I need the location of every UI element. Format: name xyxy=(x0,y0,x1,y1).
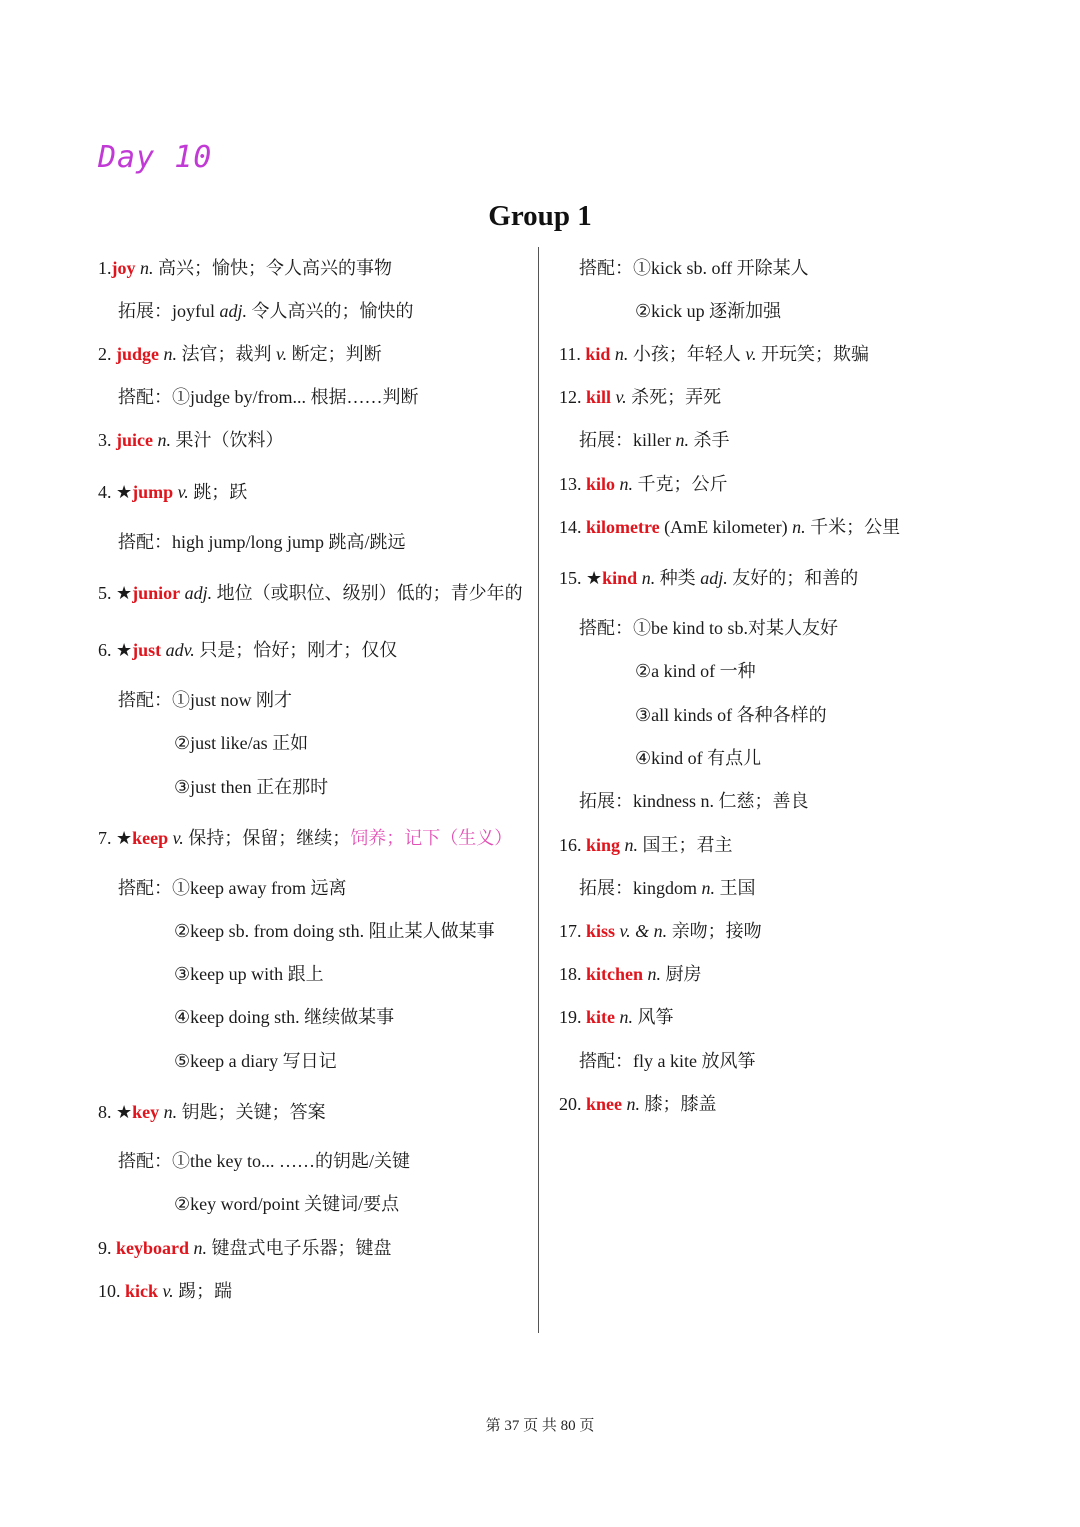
vocab-entry xyxy=(98,480,247,504)
definition: 千克；公斤 xyxy=(633,474,728,494)
definition: 亲吻；接吻 xyxy=(667,921,762,941)
collocation-line xyxy=(174,919,495,943)
vocab-entry xyxy=(559,833,733,857)
headword: just xyxy=(132,640,162,660)
part-of-speech: n. xyxy=(675,430,689,450)
headword: kind xyxy=(602,568,638,588)
definition: 法官；裁判 xyxy=(177,344,277,364)
collocation-line xyxy=(579,1049,755,1073)
part-of-speech: adv. xyxy=(165,640,195,660)
part-of-speech: v. xyxy=(745,344,757,364)
vocab-entry xyxy=(559,962,702,986)
vocab-entry xyxy=(98,1236,392,1260)
definition: 国王；君主 xyxy=(638,835,733,855)
headword: jump xyxy=(132,482,174,502)
definition: 膝；膝盖 xyxy=(640,1094,717,1114)
entry-prefix: 18. xyxy=(559,964,586,984)
definition: 断定；判断 xyxy=(287,344,382,364)
part-of-speech: n. xyxy=(193,1238,208,1258)
entry-prefix: 拓展：joyful xyxy=(118,301,220,321)
entry-prefix: 搭配：fly a kite 放风筝 xyxy=(579,1051,756,1071)
definition: 令人高兴的；愉快的 xyxy=(247,301,414,321)
part-of-speech: adj. xyxy=(700,568,728,588)
entry-prefix: ③all kinds of 各种各样的 xyxy=(635,705,827,725)
entry-prefix: 搭配：①kick sb. off 开除某人 xyxy=(579,258,809,278)
entry-prefix: 搭配：①keep away from 远离 xyxy=(118,878,347,898)
headword: keep xyxy=(132,828,169,848)
part-of-speech: v. & n. xyxy=(619,921,668,941)
entry-prefix: 3. xyxy=(98,430,116,450)
entry-prefix: ②key word/point 关键词/要点 xyxy=(174,1194,400,1214)
entry-prefix: 5. ★ xyxy=(98,583,133,603)
entry-prefix: 15. ★ xyxy=(559,568,603,588)
definition: 风筝 xyxy=(633,1007,674,1027)
headword: kilo xyxy=(586,474,616,494)
headword: king xyxy=(586,835,621,855)
extra-meaning: 饲养；记下（生义） xyxy=(350,828,513,848)
part-of-speech: n. xyxy=(614,344,629,364)
vocab-entry xyxy=(559,919,762,943)
vocab-entry xyxy=(98,1279,232,1303)
vocab-entry xyxy=(559,342,869,366)
vocab-entry xyxy=(98,638,397,662)
vocab-entry xyxy=(98,1100,326,1124)
entry-prefix: ②keep sb. from doing sth. 阻止某人做某事 xyxy=(174,921,495,941)
part-of-speech: n. xyxy=(619,474,634,494)
definition: 杀手 xyxy=(689,430,730,450)
collocation-line xyxy=(118,530,406,554)
collocation-line xyxy=(635,703,827,727)
vocab-entry xyxy=(98,581,523,605)
page-footer: 第 37 页 共 80 页 xyxy=(485,1418,595,1434)
headword: kilometre xyxy=(586,517,660,537)
vocab-entry xyxy=(559,1005,674,1029)
collocation-line xyxy=(174,1049,337,1073)
definition: 种类 xyxy=(655,568,701,588)
entry-prefix: 搭配：①the key to... ……的钥匙/关键 xyxy=(118,1151,410,1171)
headword: keyboard xyxy=(116,1238,190,1258)
entry-prefix: 拓展：killer xyxy=(579,430,676,450)
collocation-line xyxy=(579,789,809,813)
entry-prefix: 4. ★ xyxy=(98,482,133,502)
day-title: Day 10 xyxy=(98,140,213,175)
definition: 王国 xyxy=(715,878,756,898)
definition: 保持；保留；继续； xyxy=(183,828,351,848)
entry-prefix: 19. xyxy=(559,1007,586,1027)
part-of-speech: n. xyxy=(701,878,716,898)
definition: 跳；跃 xyxy=(188,482,248,502)
collocation-line xyxy=(635,299,781,323)
entry-prefix: ③just then 正在那时 xyxy=(174,777,329,797)
collocation-line xyxy=(118,876,346,900)
entry-prefix: ③keep up with 跟上 xyxy=(174,964,324,984)
vocab-entry xyxy=(98,256,392,280)
entry-prefix: 13. xyxy=(559,474,586,494)
part-of-speech: n. xyxy=(163,344,178,364)
definition: (AmE kilometer) xyxy=(659,517,793,537)
vocab-entry xyxy=(559,1092,717,1116)
entry-prefix: ⑤keep a diary 写日记 xyxy=(174,1051,337,1071)
entry-prefix: 7. ★ xyxy=(98,828,133,848)
collocation-line xyxy=(579,256,809,280)
collocation-line xyxy=(579,876,756,900)
collocation-line xyxy=(118,688,292,712)
vocab-entry xyxy=(559,566,858,590)
collocation-line xyxy=(579,616,838,640)
headword: kitchen xyxy=(586,964,644,984)
entry-prefix: 2. xyxy=(98,344,116,364)
entry-prefix: ④kind of 有点儿 xyxy=(635,748,762,768)
headword: kill xyxy=(586,387,612,407)
entry-prefix: 10. xyxy=(98,1281,125,1301)
entry-prefix: 17. xyxy=(559,921,586,941)
collocation-line xyxy=(174,1005,394,1029)
entry-prefix: 搭配：high jump/long jump 跳高/跳远 xyxy=(118,532,406,552)
part-of-speech: n. xyxy=(641,568,656,588)
collocation-line xyxy=(174,1192,399,1216)
entry-prefix: 9. xyxy=(98,1238,116,1258)
collocation-line xyxy=(174,731,308,755)
entry-prefix: ②just like/as 正如 xyxy=(174,733,309,753)
part-of-speech: n. xyxy=(647,964,662,984)
entry-prefix: 1. xyxy=(98,258,112,278)
collocation-line xyxy=(174,775,328,799)
collocation-line xyxy=(118,385,418,409)
vocab-entry xyxy=(559,515,900,539)
entry-prefix: 14. xyxy=(559,517,586,537)
definition: 只是；恰好；刚才；仅仅 xyxy=(194,640,398,660)
definition: 钥匙；关键；答案 xyxy=(177,1102,326,1122)
part-of-speech: v. xyxy=(162,1281,174,1301)
vocab-entry xyxy=(559,472,728,496)
definition: 高兴；愉快；令人高兴的事物 xyxy=(153,258,392,278)
vocab-entry xyxy=(98,826,512,850)
part-of-speech: n. xyxy=(157,430,171,450)
part-of-speech: n. xyxy=(140,258,154,278)
entry-prefix: 12. xyxy=(559,387,586,407)
part-of-speech: v. xyxy=(177,482,189,502)
definition: 地位（或职位、级别）低的；青少年的 xyxy=(212,583,523,603)
definition: 杀死；弄死 xyxy=(626,387,722,407)
definition: 小孩；年轻人 xyxy=(628,344,746,364)
vocab-entry xyxy=(559,385,721,409)
collocation-line xyxy=(635,746,761,770)
collocation-line xyxy=(635,659,756,683)
group-title: Group 1 xyxy=(488,200,592,232)
headword: kid xyxy=(585,344,611,364)
entry-prefix: 8. ★ xyxy=(98,1102,133,1122)
definition: 踢；踹 xyxy=(173,1281,233,1301)
entry-prefix: 20. xyxy=(559,1094,586,1114)
entry-prefix: ②a kind of 一种 xyxy=(635,661,756,681)
entry-prefix: 11. xyxy=(559,344,586,364)
entry-prefix: ④keep doing sth. 继续做某事 xyxy=(174,1007,395,1027)
collocation-line xyxy=(118,1149,410,1173)
entry-prefix: ②kick up 逐渐加强 xyxy=(635,301,782,321)
definition: 千米；公里 xyxy=(805,517,901,537)
collocation-line xyxy=(579,428,730,452)
headword: judge xyxy=(116,344,160,364)
part-of-speech: v. xyxy=(276,344,288,364)
definition: 厨房 xyxy=(661,964,702,984)
collocation-line xyxy=(174,962,324,986)
vocab-entry xyxy=(98,342,382,366)
headword: key xyxy=(132,1102,160,1122)
vocab-entry xyxy=(98,428,283,452)
entry-prefix: 搭配：①just now 刚才 xyxy=(118,690,293,710)
headword: junior xyxy=(132,583,181,603)
part-of-speech: adj. xyxy=(184,583,213,603)
entry-prefix: 6. ★ xyxy=(98,640,133,660)
collocation-line xyxy=(118,299,414,323)
definition: 键盘式电子乐器；键盘 xyxy=(207,1238,392,1258)
headword: kiss xyxy=(586,921,616,941)
entry-prefix: 16. xyxy=(559,835,586,855)
part-of-speech: n. xyxy=(626,1094,640,1114)
part-of-speech: v. xyxy=(172,828,184,848)
part-of-speech: n. xyxy=(163,1102,178,1122)
entry-prefix: 搭配：①judge by/from... 根据……判断 xyxy=(118,387,419,407)
definition: 开玩笑；欺骗 xyxy=(756,344,870,364)
entry-prefix: 拓展：kingdom xyxy=(579,878,702,898)
column-divider xyxy=(538,247,539,1333)
part-of-speech: n. xyxy=(619,1007,633,1027)
entry-prefix: 搭配：①be kind to sb.对某人友好 xyxy=(579,618,838,638)
headword: kick xyxy=(125,1281,159,1301)
part-of-speech: adj. xyxy=(219,301,248,321)
definition: 友好的；和善的 xyxy=(727,568,859,588)
part-of-speech: v. xyxy=(615,387,627,407)
headword: juice xyxy=(116,430,153,450)
headword: joy xyxy=(111,258,136,278)
definition: 果汁（饮料） xyxy=(170,430,284,450)
headword: knee xyxy=(586,1094,622,1114)
entry-prefix: 拓展：kindness n. 仁慈；善良 xyxy=(579,791,809,811)
part-of-speech: n. xyxy=(792,517,806,537)
headword: kite xyxy=(586,1007,615,1027)
part-of-speech: n. xyxy=(624,835,639,855)
